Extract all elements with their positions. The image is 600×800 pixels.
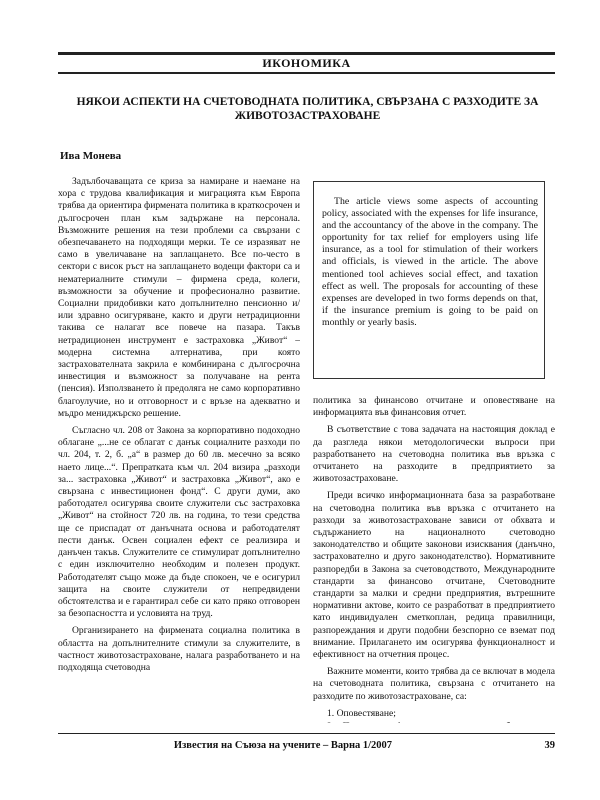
paragraph: политика за финансово отчитане и оповестяване на информацията във финансовия отчет. [313,395,555,419]
section-header: ИКОНОМИКА [58,52,555,74]
right-column [313,395,555,723]
abstract-text: The article views some aspects of accounting policy, associated with the expenses for life insurance, and the accountancy of the above in the company. The opportunity for tax relief for employers using life insurance, as a tool for stimulation of their workers and officials, is viewed in the article. The above mentioned tool achieves social effect, and taxation effect as well. The proposals for accounting of these expenses are developed in two forms depends on that, if the insurance premium is going to be paid on monthly or yearly basis. [322,196,538,328]
paragraph: Важните моменти, които трябва да се включат в модела на счетоводната политика, свързана с отчитането на разходите по животозастраховане, са: [313,666,555,702]
author-name: Ива Монева [60,150,122,162]
paragraph: Преди всичко информационната база за разработване на счетоводна политика във връзка с отчитането на разходи за животозастраховане зависи от обхвата и съдържанието на националното счетоводно законодателство и общите законови изисквания (данъчно, застрахователно и друго законодателство). Нормативните разпоредби в Закона за счетоводството, Международните стандарти за финансово отчитане, Счетоводните стандарти за малки и средни предприятия, вътрешните нормативни актове, които се разработват в предприятието като индивидуален сметкоплан, редица правилници, разпореждания и други подобни безспорно се вземат под внимание. Прилагането им осигурява функционалност и ефективност на отчетния процес. [313,490,555,661]
footer-divider [58,733,555,734]
paragraph: Съгласно чл. 208 от Закона за корпоративно подоходно облагане „...не се облагат с данък социалните разходи по чл. 204, т. 2, б. „а“ в размер до 60 лв. месечно за всяко наето лице...“. Препратката към чл. 204 визира „разходи за... застраховка „Живот“ и застраховка „Живот“, ако е свързана с инвестиционен фонд“. С други думи, ако работодател осигурява своите служители със застраховка „Живот“ на стойност 720 лв. на година, то тези средства ще се приспадат от данъчната основа и работодателят пести данък. Освен социален ефект се реализира и данъчен такъв. Служителите се стимулират допълнително с един изключително необходим и полезен продукт. Работодателят също може да бъде спокоен, че е осигурил защита на своите служители от непредвидени обстоятелства и е гарантирал себе си като пряко отговорен за безопасността и условията на труд. [58,425,300,620]
left-column [58,176,300,724]
article-title: НЯКОИ АСПЕКТИ НА СЧЕТОВОДНАТА ПОЛИТИКА, СВЪРЗАНА С РАЗХОДИТЕ ЗА ЖИВОТОЗАСТРАХОВАНЕ [76,96,539,122]
paragraph: Задълбочаващата се криза за намиране и наемане на хора с трудова квалификация и миграцията към Европа трябва да ориентира фирмената политика в краткосрочен и дългосрочен план към задържане на персонала. Възможните решения на тези проблеми са свързани с обезпечаването на подходящи мерки. Те се изразяват не само в увеличаване на заплащането. Все по-често в сектори с висок ръст на заплащането водещи фактори са и нематериалните стимули – фирмена среда, колеги, възможности за обучение и професионално развитие. Социални придобивки като допълнително пенсионно и/или здравно осигуряване, както и други нетрадиционни такива се налагат все повече на пазара. Такъв нетрадиционен инструмент е застраховка „Живот“ – модерна системна алтернатива, при която застрахователната закрила е комбинирана с дългосрочна инвестиция и възможност за получаване на рента (пенсия). Използването ѝ предоляга не само корпоративно благоулучие, но и отговорност и с връзе на адекватно и мъдро мениджърско решение. [58,176,300,419]
paragraph: Организирането на фирмената социална политика в областта на допълнителните стимули за служителите, в частност животозастраховане, налага разработването и на подходяща счетоводна [58,625,300,673]
list-item: 1. Оповестяване; [327,707,396,719]
journal-footer: Известия на Съюза на учените – Варна 1/2007 [173,740,393,751]
page-number: 39 [544,740,555,751]
paragraph: В съответствие с това задачата на настоящия доклад е да разгледа някои методологически въпроси при разработването на счетоводна политика във връзка с отчитането на разходите в предприятието за животозастраховане. [313,424,555,485]
list-item [313,721,555,723]
abstract-box [313,181,545,379]
